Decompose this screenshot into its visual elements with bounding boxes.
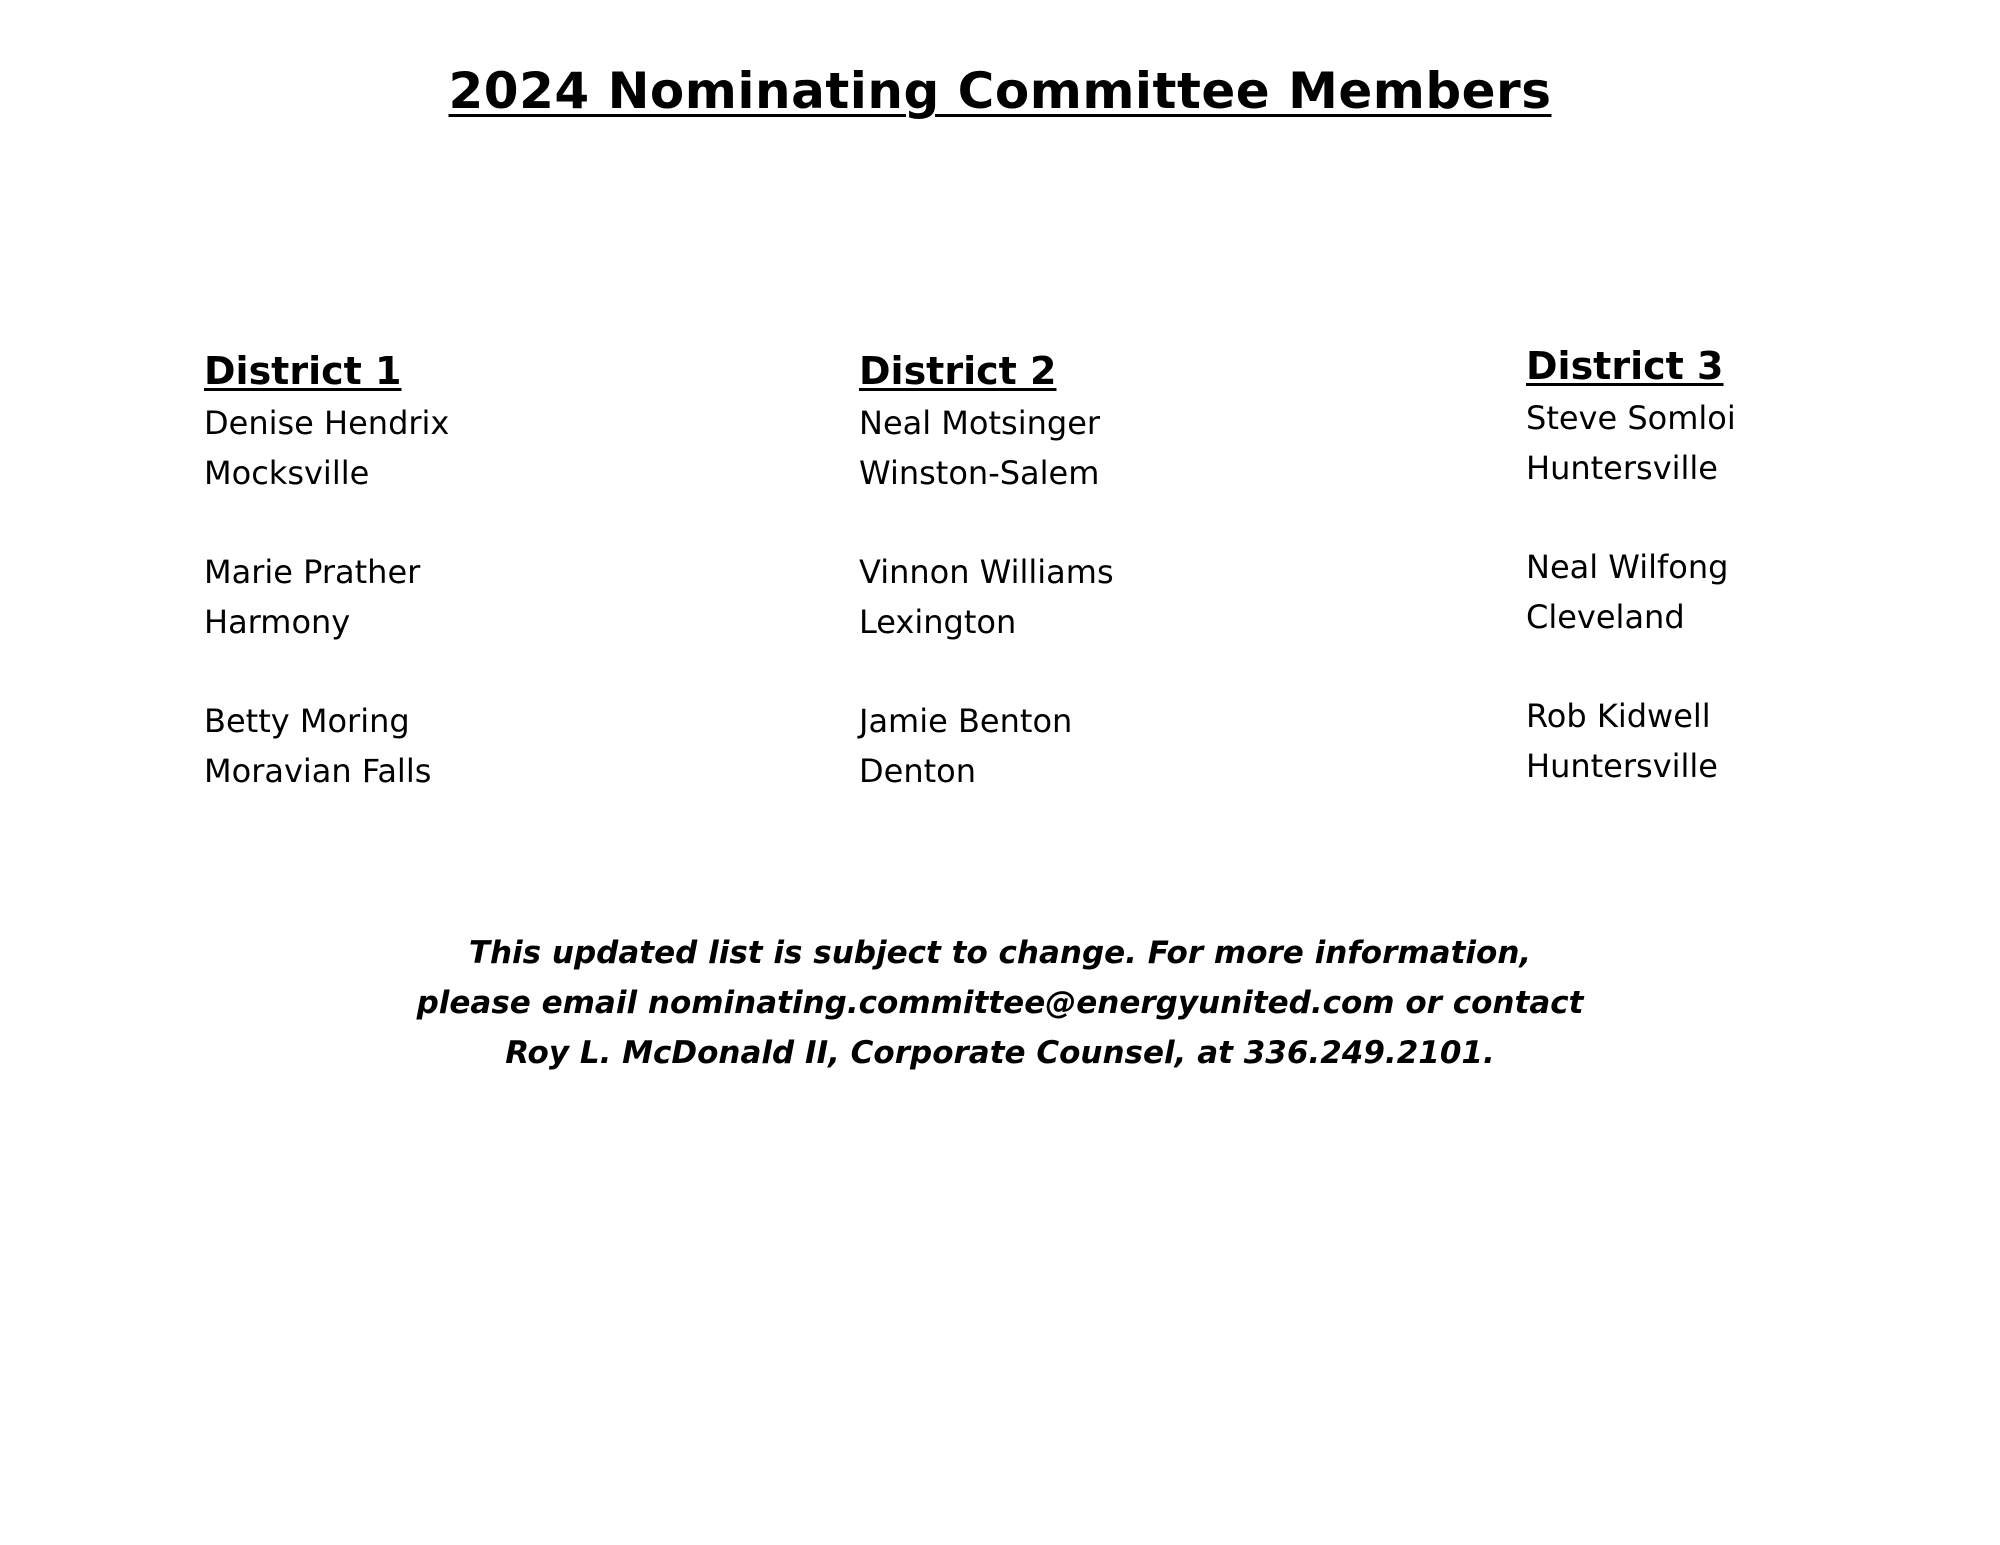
member-name: Jamie Benton bbox=[859, 702, 1073, 740]
district-heading: District 1 bbox=[204, 349, 402, 393]
member-name: Marie Prather bbox=[204, 553, 421, 591]
member-town: Moravian Falls bbox=[204, 752, 432, 790]
member-entry bbox=[859, 398, 1379, 498]
footer-line: Roy L. McDonald II, Corporate Counsel, at 336.249.2101. bbox=[505, 1035, 1495, 1071]
member-town: Huntersville bbox=[1526, 449, 1718, 487]
member-name: Neal Wilfong bbox=[1526, 548, 1729, 586]
member-name: Denise Hendrix bbox=[204, 404, 450, 442]
member-entry bbox=[859, 547, 1379, 647]
member-town: Harmony bbox=[204, 603, 351, 641]
member-name: Vinnon Williams bbox=[859, 553, 1114, 591]
member-name: Neal Motsinger bbox=[859, 404, 1101, 442]
page-title: 2024 Nominating Committee Members bbox=[448, 62, 1552, 120]
member-name: Rob Kidwell bbox=[1526, 697, 1711, 735]
member-town: Denton bbox=[859, 752, 977, 790]
footer-line: please email nominating.committee@energyunited.com or contact bbox=[416, 985, 1584, 1021]
member-entry bbox=[1526, 393, 2000, 493]
member-town: Cleveland bbox=[1526, 598, 1685, 636]
member-entry bbox=[204, 398, 724, 498]
member-name: Betty Moring bbox=[204, 702, 410, 740]
member-town: Lexington bbox=[859, 603, 1017, 641]
footer-line: This updated list is subject to change. For more information, bbox=[468, 935, 1532, 971]
member-entry bbox=[204, 696, 724, 796]
district-2-column bbox=[859, 348, 1379, 845]
footer-note bbox=[0, 928, 2000, 1078]
district-1-column bbox=[204, 348, 724, 845]
member-town: Mocksville bbox=[204, 454, 370, 492]
member-entry bbox=[859, 696, 1379, 796]
member-entry bbox=[204, 547, 724, 647]
member-town: Huntersville bbox=[1526, 747, 1718, 785]
member-town: Winston-Salem bbox=[859, 454, 1100, 492]
district-3-column bbox=[1526, 343, 2000, 840]
member-name: Steve Somloi bbox=[1526, 399, 1736, 437]
member-entry bbox=[1526, 691, 2000, 791]
member-entry bbox=[1526, 542, 2000, 642]
district-heading: District 3 bbox=[1526, 344, 1724, 388]
district-heading: District 2 bbox=[859, 349, 1057, 393]
